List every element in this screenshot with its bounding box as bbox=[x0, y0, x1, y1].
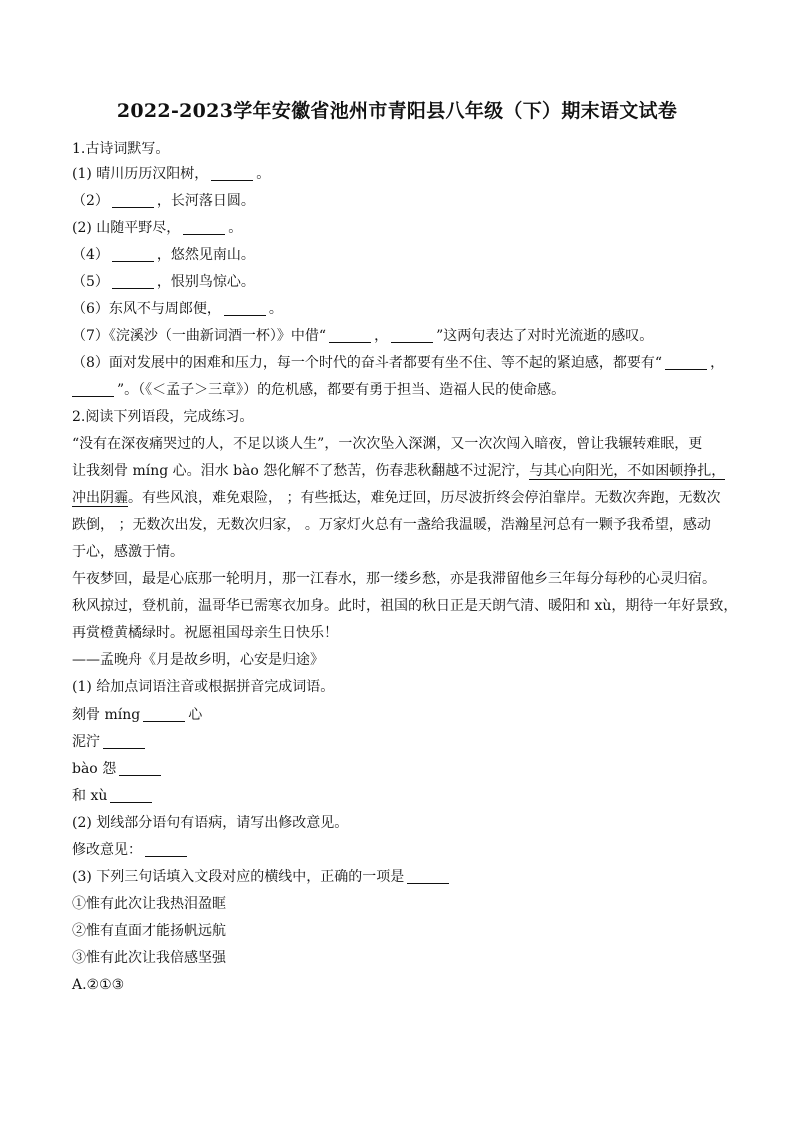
q2-sub-1-a bbox=[72, 704, 732, 726]
q1-line-9-text: ”。（《＜孟子＞三章》）的危机感，都要有勇于担当、造福人民的使命感。 bbox=[117, 382, 566, 398]
answer-blank[interactable] bbox=[211, 165, 253, 181]
q1-line-3 bbox=[72, 217, 732, 239]
pinyin-item: 和 xù bbox=[72, 788, 108, 804]
answer-blank[interactable] bbox=[224, 300, 266, 316]
answer-blank[interactable] bbox=[112, 246, 154, 262]
q1-line-5-text: ，恨别鸟惊心。 bbox=[156, 274, 255, 290]
q1-line-7-text: （7）《浣溪沙（一曲新词酒一杯）》中借“ bbox=[72, 328, 327, 344]
option-1: ①惟有此次让我热泪盈眶 bbox=[72, 896, 226, 912]
pinyin-item: 刻骨 míng bbox=[72, 707, 141, 723]
q1-line-2-num: （2） bbox=[72, 193, 109, 209]
q2-passage-line-8: 再赏橙黄橘绿时。祝愿祖国母亲生日快乐！ bbox=[72, 625, 338, 641]
q1-line-5 bbox=[72, 271, 732, 293]
q2-passage-line-5: 于心，感激于情。 bbox=[72, 544, 184, 560]
option-3: ③惟有此次让我倍感坚强 bbox=[72, 950, 226, 966]
answer-blank[interactable] bbox=[112, 192, 154, 208]
q2-passage-text: 让我刻骨 míng 心。泪水 bào 怨化解不了愁苦，伤春悲秋翻越不过泥泞， bbox=[72, 463, 530, 479]
answer-blank[interactable] bbox=[183, 219, 225, 235]
q1-line-3-text: (2) 山随平野尽， bbox=[72, 220, 181, 236]
q2-sub-1-b bbox=[72, 731, 732, 753]
q1-line-7-sep: ， bbox=[374, 328, 389, 344]
q2-passage-line-7: 秋风掠过，登机前，温哥华已需寒衣加身。此时，祖国的秋日正是天朗气清、暖阳和 xù，期待一年好景致， bbox=[72, 598, 738, 614]
pinyin-item: 泥泞 bbox=[72, 734, 100, 750]
answer-blank[interactable] bbox=[145, 841, 187, 857]
q2-passage-source: ——孟晚舟《月是故乡明，心安是归途》 bbox=[72, 652, 324, 668]
choice-a[interactable]: A.②①③ bbox=[72, 977, 125, 993]
revision-label: 修改意见： bbox=[72, 842, 142, 858]
q2-sub-1-c bbox=[72, 758, 732, 780]
option-2: ②惟有直面才能扬帆远航 bbox=[72, 923, 226, 939]
q2-passage-text: 。有些风浪，难免艰险， ；有些抵达，难免迂回，历尽波折终会停泊靠岸。无数次奔跑，无数次 bbox=[128, 490, 721, 506]
q1-line-2 bbox=[72, 190, 732, 212]
q1-line-6-text: （6）东风不与周郎便， bbox=[72, 301, 221, 317]
q1-line-2-text: ，长河落日圆。 bbox=[156, 193, 255, 209]
q2-passage-line-2 bbox=[72, 460, 732, 482]
q2-passage-line-3 bbox=[72, 487, 732, 509]
answer-blank[interactable] bbox=[665, 354, 707, 370]
q1-line-7 bbox=[72, 325, 732, 347]
q1-line-4 bbox=[72, 244, 732, 266]
underlined-sentence: 冲出阴霾 bbox=[72, 490, 128, 506]
q2-passage-line-6: 午夜梦回，最是心底那一轮明月，那一江春水，那一缕乡愁，亦是我滞留他乡三年每分每秒的心灵归宿。 bbox=[72, 571, 716, 587]
pinyin-item-end: 心 bbox=[188, 707, 203, 723]
q2-sub-1-d bbox=[72, 785, 732, 807]
answer-blank[interactable] bbox=[110, 787, 152, 803]
q2-passage-line-4: 跌倒， ；无数次出发，无数次归家， 。万家灯火总有一盏给我温暖，浩瀚星河总有一颗予我希望，感动 bbox=[72, 517, 711, 533]
q2-sub-2: (2) 划线部分语句有语病，请写出修改意见。 bbox=[72, 815, 349, 831]
answer-blank[interactable] bbox=[103, 733, 145, 749]
q2-sub-3 bbox=[72, 866, 732, 888]
q1-line-4-num: （4） bbox=[72, 247, 109, 263]
underlined-sentence: 与其心向阳光，不如困顿挣扎， bbox=[529, 463, 726, 479]
q1-line-5-num: （5） bbox=[72, 274, 109, 290]
answer-blank[interactable] bbox=[72, 381, 114, 397]
q1-line-8-sep: ， bbox=[710, 355, 725, 371]
q1-line-8-text: （8）面对发展中的困难和压力，每一个时代的奋斗者都要有坐不住、等不起的紧迫感，都要有“ bbox=[72, 355, 663, 371]
answer-blank[interactable] bbox=[329, 327, 371, 343]
exam-title: 2022-2023学年安徽省池州市青阳县八年级（下）期末语文试卷 bbox=[116, 100, 678, 122]
answer-blank[interactable] bbox=[112, 273, 154, 289]
q1-line-4-text: ，悠然见南山。 bbox=[156, 247, 255, 263]
answer-blank[interactable] bbox=[407, 868, 449, 884]
q2-sub-2-a bbox=[72, 839, 732, 861]
q1-line-1-end: 。 bbox=[256, 166, 271, 182]
pinyin-item: bào 怨 bbox=[72, 761, 117, 777]
answer-blank[interactable] bbox=[119, 760, 161, 776]
q1-line-3-end: 。 bbox=[228, 220, 243, 236]
q2-sub-3-text: (3) 下列三句话填入文段对应的横线中，正确的一项是 bbox=[72, 869, 405, 885]
answer-blank[interactable] bbox=[143, 706, 185, 722]
q1-heading: 1.古诗词默写。 bbox=[72, 141, 170, 157]
q2-passage-line-1: “没有在深夜痛哭过的人，不足以谈人生”，一次次坠入深渊，又一次次闯入暗夜，曾让我辗转难眠，更 bbox=[72, 436, 703, 452]
q2-sub-1: (1) 给加点词语注音或根据拼音完成词语。 bbox=[72, 679, 335, 695]
q1-line-1 bbox=[72, 163, 732, 185]
q1-line-6-end: 。 bbox=[268, 301, 283, 317]
q1-line-8 bbox=[72, 352, 732, 374]
answer-blank[interactable] bbox=[391, 327, 433, 343]
q1-line-7-end: ”这两句表达了对时光流逝的感叹。 bbox=[436, 328, 654, 344]
q1-line-1-text: (1) 晴川历历汉阳树， bbox=[72, 166, 209, 182]
q2-heading: 2.阅读下列语段，完成练习。 bbox=[72, 409, 254, 425]
q1-line-9 bbox=[72, 379, 732, 401]
q1-line-6 bbox=[72, 298, 732, 320]
